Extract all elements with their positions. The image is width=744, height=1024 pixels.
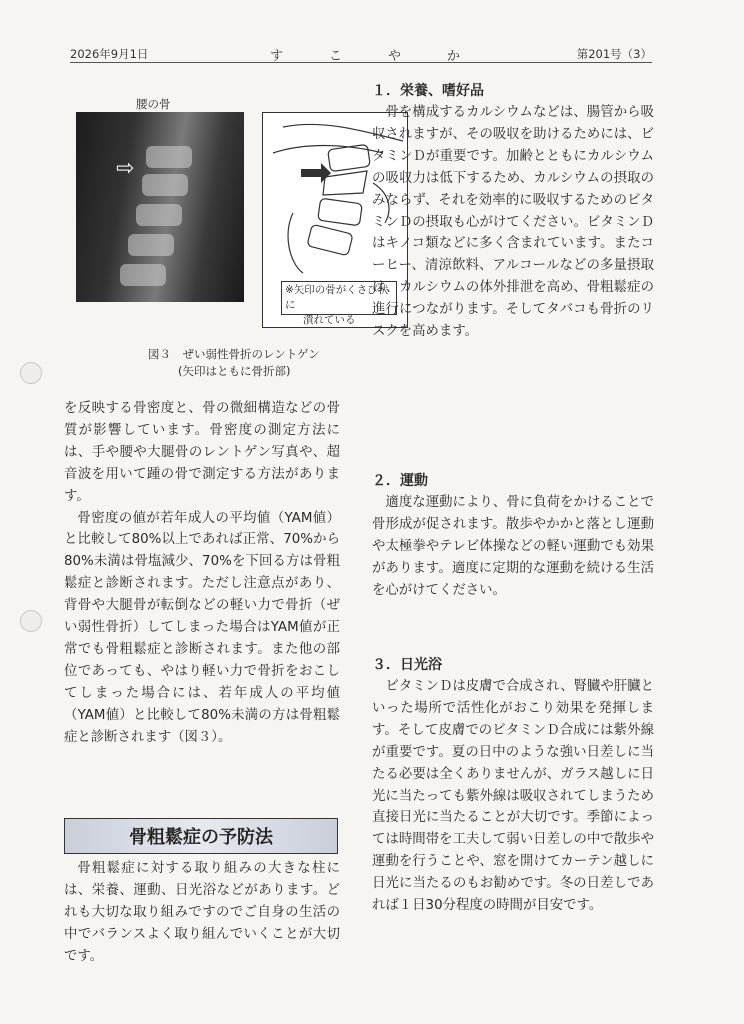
left-column	[64, 398, 340, 749]
paragraph: 適度な運動により、骨に負荷をかけることで骨形成が促されます。散歩やかかと落とし運動や太極拳やテレビ体操などの軽い運動でも効果があります。適度に定期的な運動を続ける生活を心がけてください。	[372, 495, 654, 598]
right-column	[372, 470, 654, 602]
subheading: ３．日光浴	[372, 657, 442, 673]
page-header	[70, 44, 652, 63]
subheading: ２．運動	[372, 473, 428, 489]
paragraph: を反映する骨密度と、骨の微細構造などの骨質が影響しています。骨密度の測定方法には、手や腰や大腿骨のレントゲン写真や、超音波を用いて踵の骨で測定する方法があります。	[64, 401, 340, 504]
left-column-lower	[64, 858, 340, 968]
title-char: か	[446, 49, 460, 64]
punch-hole	[20, 610, 42, 632]
figure-caption: 図３ ぜい弱性骨折のレントゲン (矢印はともに骨折部)	[148, 347, 320, 378]
title-char: こ	[328, 49, 342, 64]
paragraph: 骨密度の値が若年成人の平均値（YAM値）と比較して80%以上であれば正常、70%から80%未満は骨塩減少、70%を下回る方は骨粗鬆症と診断されます。ただし注意点があり、背骨や大腿骨が転倒などの軽い力で骨折（ぜい弱性骨折）してしまった場合はYAM値が正常でも骨粗鬆症と診断されます。また他の部位であっても、やはり軽い力で骨折をおこしてしまった場合には、若年成人の平均値（YAM値）と比較して80%未満の方は骨粗鬆症と診断されます（図３）。	[64, 510, 340, 745]
issue-date: 2026年9月1日	[70, 47, 149, 61]
xray-image	[76, 112, 244, 302]
title-char: や	[387, 49, 401, 64]
punch-hole	[20, 362, 42, 384]
subheading: １．栄養、嗜好品	[372, 83, 484, 99]
diagram-note: ※矢印の骨がくさび状に 潰れている	[281, 281, 397, 315]
paragraph: ビタミンＤは皮膚で合成され、腎臓や肝臓といった場所で活性化がおこり効果を発揮します。そして皮膚でのビタミンＤ合成には紫外線が重要です。夏の日中のような強い日差しに当たる必要は全くありませんが、ガラス越しに日光に当たっても紫外線は吸収されてしまうため直接日光に当たることが大切です。季節によっては時間帯を工夫して弱い日差しの中で散歩や運動を行うことや、窓を開けてカーテン越しに日光に当たるのもお勧めです。冬の日差しであれば１日30分程度の時間が目安です。	[372, 679, 655, 914]
paragraph: 骨を構成するカルシウムなどは、腸管から吸収されますが、その吸収を助けるためには、ビタミンＤが重要です。加齢とともにカルシウムの吸収力は低下するため、カルシウムの摂取のみならず、それを効率的に吸収するためのビタミンＤの摂取も心がけてください。ビタミンＤはキノコ類などに多く含まれています。またコーヒー、清涼飲料、アルコールなどの多量摂取は、カルシウムの体外排泄を高め、骨粗鬆症の進行につながります。そしてタバコも骨折のリスクを高めます。	[372, 105, 654, 340]
right-column	[372, 654, 654, 917]
right-column	[372, 80, 654, 343]
paragraph: 骨粗鬆症に対する取り組みの大きな柱には、栄養、運動、日光浴などがあります。どれも大切な取り組みですのでご自身の生活の中でバランスよく取り組んでいくことが大切です。	[64, 861, 340, 964]
figure-label: 腰の骨	[136, 97, 171, 111]
section-title: 骨粗鬆症の予防法	[64, 818, 338, 854]
issue-number: 第201号（3）	[576, 47, 652, 61]
newsletter-title	[270, 45, 460, 64]
title-char: す	[270, 49, 284, 64]
arrow-right-icon: ⇨	[116, 156, 135, 181]
